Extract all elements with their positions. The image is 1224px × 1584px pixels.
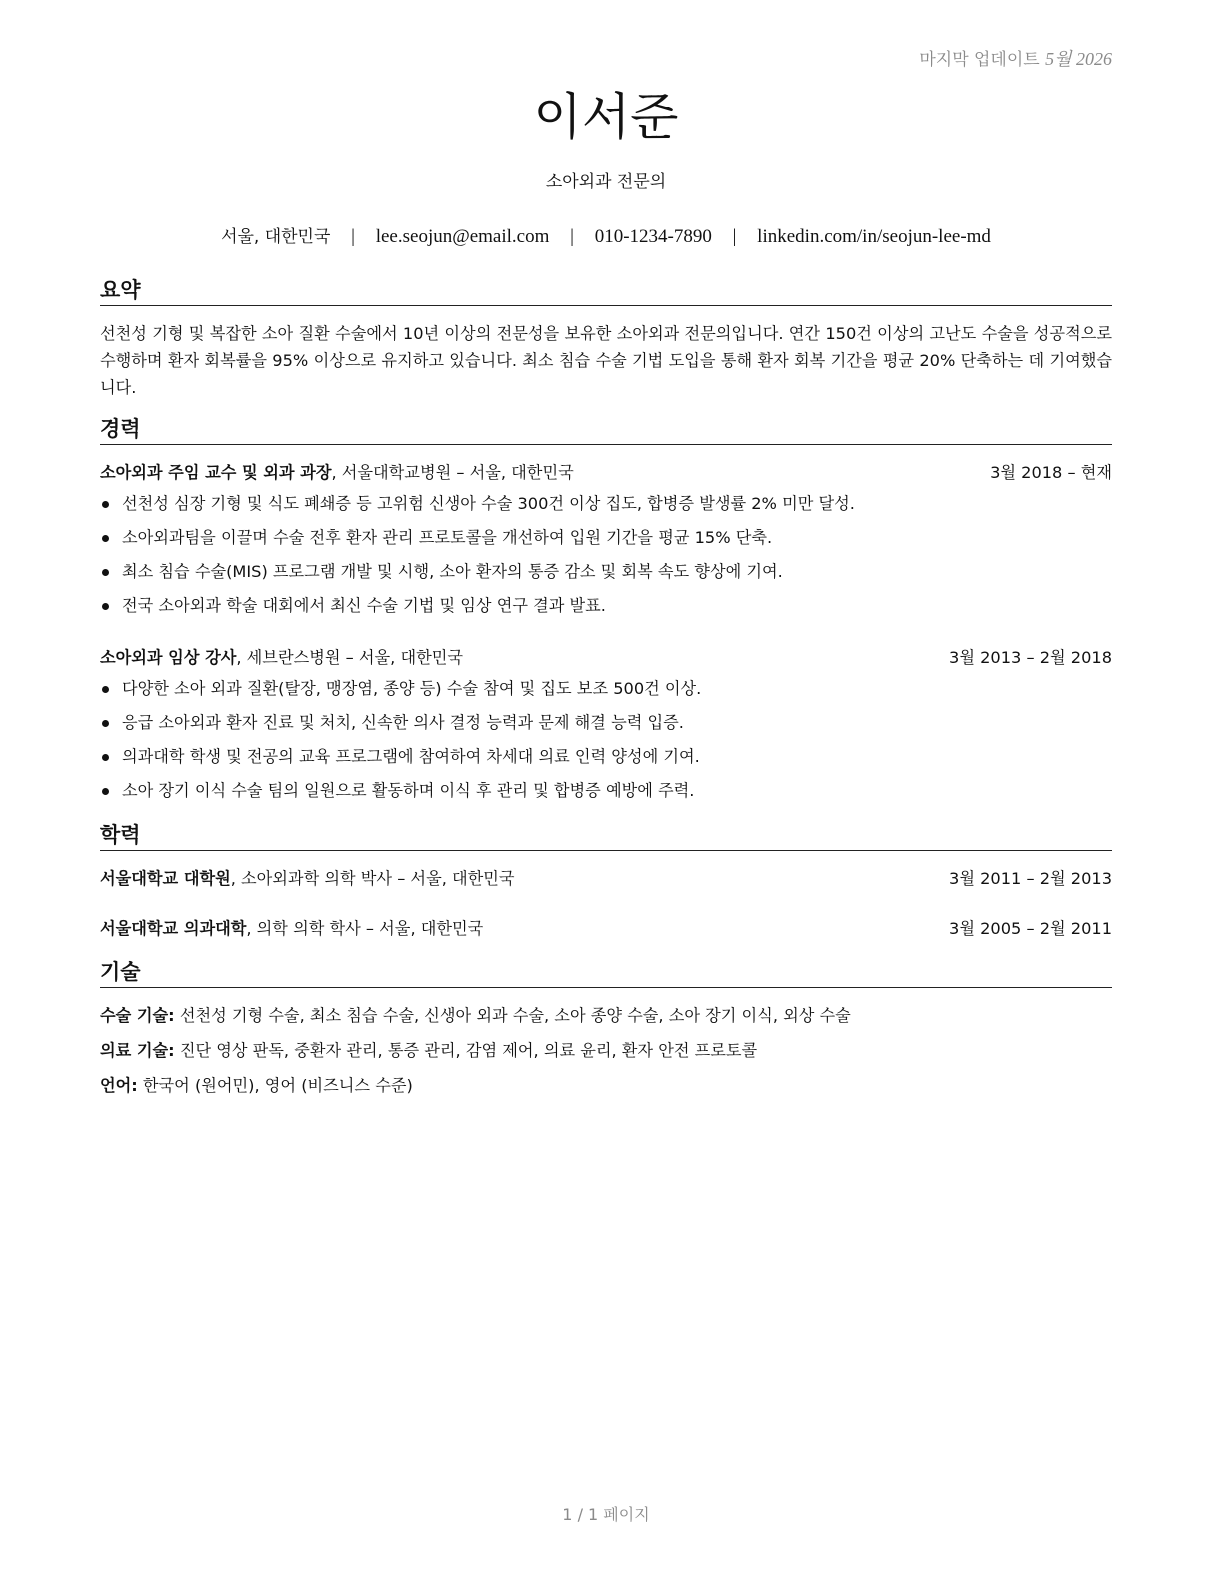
bullet-text: 응급 소아외과 환자 진료 및 처치, 신속한 의사 결정 능력과 문제 해결 능력 입증.: [122, 713, 684, 732]
bullet-icon: [102, 603, 109, 610]
education-dates-text: 3월 2011 – 2월 2013: [949, 869, 1112, 888]
list-item: [100, 555, 1112, 589]
bullet-icon: [102, 535, 109, 542]
list-item: [100, 521, 1112, 555]
education-detail: , 의학 의학 학사 – 서울, 대한민국: [246, 919, 484, 938]
bullet-text: 전국 소아외과 학술 대회에서 최신 수술 기법 및 임상 연구 결과 발표.: [122, 596, 606, 615]
education-dates: [949, 867, 1112, 891]
bullet-text: 의과대학 학생 및 전공의 교육 프로그램에 참여하여 차세대 의료 인력 양성에 기여.: [122, 747, 700, 766]
bullet-icon: [102, 686, 109, 693]
experience-dates-text: 3월 2018 – 현재: [990, 463, 1112, 482]
experience-organization: , 서울대학교병원 – 서울, 대한민국: [331, 463, 574, 482]
experience-entry-header: [100, 646, 1112, 670]
bullet-text: 다양한 소아 외과 질환(탈장, 맹장염, 종양 등) 수술 참여 및 집도 보조 500건 이상.: [122, 679, 702, 698]
section-title-experience: 경력: [100, 415, 1112, 445]
skill-label: 언어:: [100, 1076, 138, 1095]
last-updated-date: 5월 2026: [1045, 49, 1112, 69]
bullet-text: 최소 침습 수술(MIS) 프로그램 개발 및 시행, 소아 환자의 통증 감소 및 회복 속도 향상에 기여.: [122, 562, 783, 581]
bullet-icon: [102, 754, 109, 761]
education-dates: [949, 917, 1112, 941]
last-updated-label: 마지막 업데이트: [919, 50, 1040, 70]
experience-dates-text: 3월 2013 – 2월 2018: [949, 648, 1112, 667]
summary-text: 선천성 기형 및 복잡한 소아 질환 수술에서 10년 이상의 전문성을 보유한 소아외과 전문의입니다. 연간 150건 이상의 고난도 수술을 성공적으로 수행하며 환자 회복률을 95% 이상으로 유지하고 있습니다. 최소 침습 수술 기법 도입을 통해 환자 회복 기간을 평균 20% 단축하는 데 기여했습니다.: [100, 324, 1112, 397]
bullet-text: 소아 장기 이식 수술 팀의 일원으로 활동하며 이식 후 관리 및 합병증 예방에 주력.: [122, 781, 695, 800]
bullet-text: 소아외과팀을 이끌며 수술 전후 환자 관리 프로토콜을 개선하여 입원 기간을 평균 15% 단축.: [122, 528, 773, 547]
experience-bullets: [100, 487, 1112, 623]
skill-value: 선천성 기형 수술, 최소 침습 수술, 신생아 외과 수술, 소아 종양 수술, 소아 장기 이식, 외상 수술: [174, 1006, 851, 1025]
skill-line: [100, 1004, 1112, 1028]
section-title-skills: 기술: [100, 958, 1112, 988]
contact-line: [100, 224, 1112, 250]
contact-location: 서울, 대한민국: [221, 227, 331, 247]
contact-separator: |: [732, 226, 737, 247]
list-item: [100, 740, 1112, 774]
list-item: [100, 589, 1112, 623]
education-detail: , 소아외과학 의학 박사 – 서울, 대한민국: [230, 869, 515, 888]
experience-dates: [990, 461, 1112, 485]
list-item: [100, 487, 1112, 521]
skill-value: 한국어 (원어민), 영어 (비즈니스 수준): [137, 1076, 413, 1095]
experience-entry-header: [100, 461, 1112, 485]
bullet-icon: [102, 788, 109, 795]
candidate-name: 이서준: [533, 88, 679, 146]
contact-separator: |: [351, 226, 355, 247]
list-item: [100, 774, 1112, 808]
list-item: [100, 672, 1112, 706]
education-entry: [100, 917, 1112, 941]
experience-bullets: [100, 672, 1112, 808]
page-number: 1 / 1 페이지: [562, 1505, 650, 1524]
experience-role: 소아외과 임상 강사: [100, 648, 237, 667]
last-updated: [919, 45, 1112, 71]
experience-organization: , 세브란스병원 – 서울, 대한민국: [236, 648, 463, 667]
education-entry: [100, 867, 1112, 891]
education-school: 서울대학교 대학원: [100, 869, 231, 888]
contact-separator: |: [570, 226, 574, 247]
education-dates-text: 3월 2005 – 2월 2011: [949, 919, 1112, 938]
skill-line: [100, 1039, 1112, 1063]
contact-email[interactable]: lee.seojun@email.com: [375, 226, 550, 247]
skill-label: 수술 기술:: [100, 1006, 175, 1025]
experience-role: 소아외과 주임 교수 및 외과 과장: [100, 463, 332, 482]
contact-linkedin[interactable]: linkedin.com/in/seojun-lee-md: [757, 226, 991, 247]
list-item: [100, 706, 1112, 740]
experience-dates: [949, 646, 1112, 670]
skill-value: 진단 영상 판독, 중환자 관리, 통증 관리, 감염 제어, 의료 윤리, 환자 안전 프로토콜: [174, 1041, 758, 1060]
skill-line: [100, 1074, 1112, 1098]
bullet-icon: [102, 501, 109, 508]
bullet-text: 선천성 심장 기형 및 식도 폐쇄증 등 고위험 신생아 수술 300건 이상 집도, 합병증 발생률 2% 미만 달성.: [122, 494, 855, 513]
contact-phone[interactable]: 010-1234-7890: [594, 226, 712, 247]
skill-label: 의료 기술:: [100, 1041, 175, 1060]
section-title-education: 학력: [100, 821, 1112, 851]
bullet-icon: [102, 569, 109, 576]
bullet-icon: [102, 720, 109, 727]
education-school: 서울대학교 의과대학: [100, 919, 247, 938]
section-title-summary: 요약: [100, 276, 1112, 306]
resume-page: [100, 0, 1112, 1584]
candidate-headline: 소아외과 전문의: [545, 172, 667, 192]
